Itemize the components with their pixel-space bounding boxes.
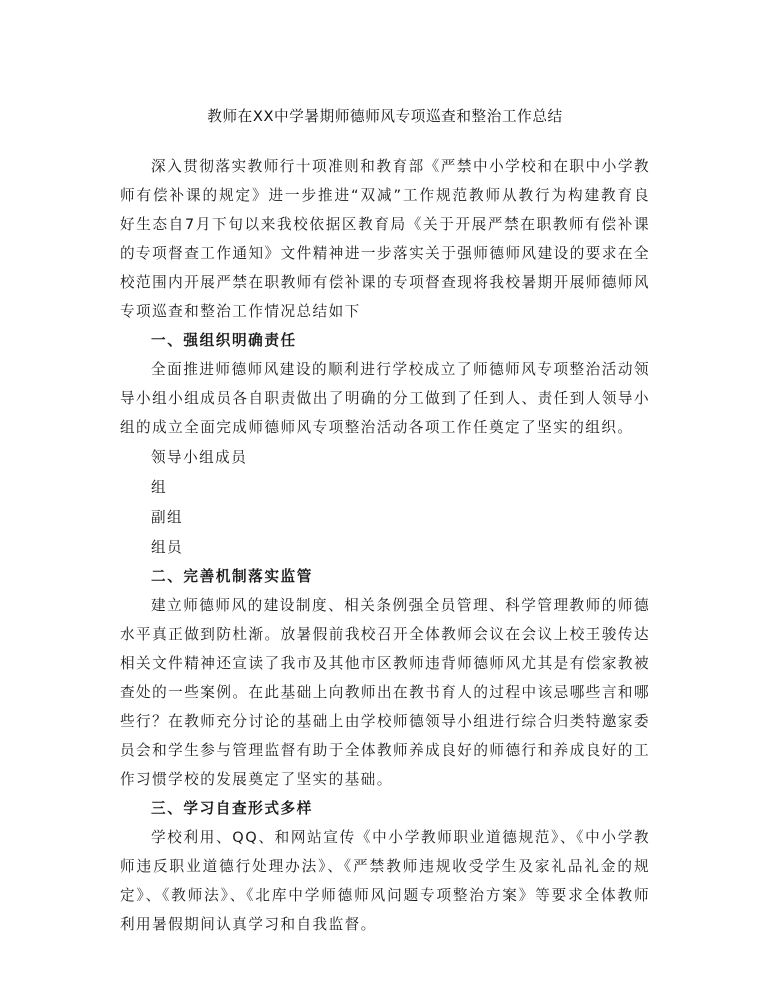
section-3-heading: 三、学习自查形式多样 xyxy=(151,800,313,817)
intro-paragraph: 深入贯彻落实教师行十项准则和教育部《严禁中小学校和在职中小学教师有偿补课的规定》进一步推进“双减”工作规范教师从教行为构建教育良好生态自7月下旬以来我校依据区教育局《关于开展严禁在职教师有偿补课的专项督查工作通知》文件精神进一步落实关于强师德师风建设的要求在全校范围内开展严禁在职教师有偿补课的专项督查现将我校暑期开展师德师风专项巡查和整治工作情况总结如下 xyxy=(120,158,650,320)
role-leader: 组 xyxy=(151,479,168,496)
section-3-paragraph: 学校利用、QQ、和网站宣传《中小学教师职业道德规范》、《中小学教师违反职业道德行处理办法》、《严禁教师违规收受学生及家礼品礼金的规定》、《教师法》、《北库中学师德师风问题专项整治方案》等要求全体教师利用暑假期间认真学习和自我监督。 xyxy=(120,829,650,933)
document-title: 教师在XX中学暑期师德师风专项巡查和整治工作总结 xyxy=(207,108,563,125)
members-label: 领导小组成员 xyxy=(151,449,248,466)
section-2-heading: 二、完善机制落实监管 xyxy=(151,568,313,585)
section-2-paragraph: 建立师德师风的建设制度、相关条例强全员管理、科学管理教师的师德水平真正做到防杜渐。放暑假前我校召开全体教师会议在会议上校王骏传达相关文件精神还宣读了我市及其他市区教师违背师德师风尤其是有偿家教被查处的一些案例。在此基础上向教师出在教书育人的过程中该忌哪些言和哪些行？在教师充分讨论的基础上由学校师德领导小组进行综合归类特邀家委员会和学生参与管理监督有助于全体教师养成良好的师德行和养成良好的工作习惯学校的发展奠定了坚实的基础。 xyxy=(120,597,650,788)
section-1-paragraph: 全面推进师德师风建设的顺利进行学校成立了师德师风专项整治活动领导小组小组成员各自职责做出了明确的分工做到了任到人、责任到人领导小组的成立全面完成师德师风专项整治活动各项工作任奠定了坚实的组织。 xyxy=(120,361,650,436)
role-deputy: 副组 xyxy=(151,509,184,526)
section-1-heading: 一、强组织明确责任 xyxy=(151,332,297,349)
role-member: 组员 xyxy=(151,539,184,556)
document-body xyxy=(120,152,650,939)
